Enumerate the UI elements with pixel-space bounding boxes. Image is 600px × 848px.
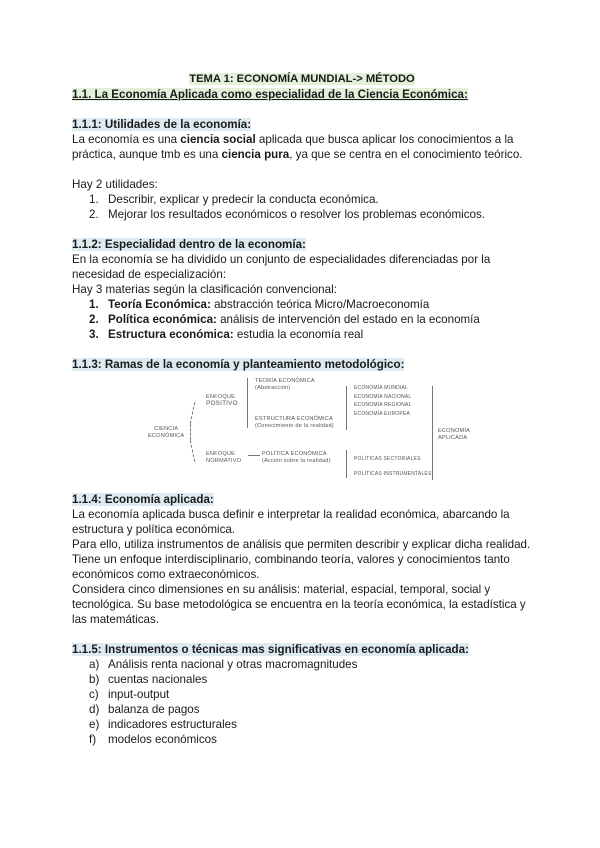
positivo-bracket-line [247,378,248,428]
section-heading-1-1-5: 1.1.5: Instrumentos o técnicas mas significativas en economía aplicada: [72,643,469,656]
section-heading-1-1-4: 1.1.4: Economía aplicada: [72,493,214,506]
diagram-politica-economica: POLÍTICA ECONÓMICA (Acción sobre la realidad) [262,451,331,464]
list-item: 1. Describir, explicar y predecir la conducta económica. [89,193,379,206]
section-heading-1-1-1: 1.1.1: Utilidades de la economía: [72,118,252,131]
spacer [72,627,532,642]
section-heading-1-1-3: 1.1.3: Ramas de la economía y planteamiento metodológico: [72,358,405,371]
ramas-economia-diagram [72,372,532,492]
section-heading-1-1-2: 1.1.2: Especialidad dentro de la economía: [72,238,306,251]
diagram-politica-items: POLÍTICAS SECTORIALES POLÍTICAS INSTRUMENTALES [354,456,432,477]
diagram-enfoque-normativo: ENFOQUE NORMATIVO [206,451,242,464]
list-item: f) modelos económicos [89,733,217,746]
materias-list [72,297,532,342]
spacer [72,342,532,357]
list-item: b) cuentas nacionales [89,673,208,686]
list-item: d) balanza de pagos [89,703,200,716]
estructura-items-bracket-line [346,386,347,430]
materias-intro: Hay 3 materias según la clasificación convencional: [72,283,337,296]
diagram-estructura-items: ECONOMÍA MUNDIAL ECONOMÍA NACIONAL ECONOMÍA REGIONAL ECONOMÍA EUROPEA [354,385,412,417]
diagram-teoria-economica: TEORÍA ECONÓMICA (Abstracción) [255,378,315,391]
aplicada-paragraph-2: Para ello, utiliza instrumentos de análisis que permiten describir y explicar dicha realidad. [72,538,531,551]
list-item: 1. Teoría Económica: abstracción teórica Micro/Macroeconomía [89,298,430,311]
aplicada-bracket-line [432,386,433,480]
list-item: c) input-output [89,688,170,701]
document-title: TEMA 1: ECONOMÍA MUNDIAL-> MÉTODO [189,73,415,85]
instrumentos-list [72,657,532,747]
list-item: a) Análisis renta nacional y otras macromagnitudes [89,658,358,671]
diagram-estructura-economica: ESTRUCTURA ECONÓMICA (Conocimiento de la realidad) [255,416,334,429]
spacer [72,222,532,237]
aplicada-paragraph-1: La economía aplicada busca definir e interpretar la realidad económica, abarcando la estructura y política económica. [72,508,510,536]
spacer [72,162,532,177]
utilidades-intro: Hay 2 utilidades: [72,178,158,191]
aplicada-paragraph-4: Considera cinco dimensiones en su análisis: material, espacial, temporal, social y tecnológica. Su base metodológica se encuentra en la teoría económica, la estadística y las matemáticas. [72,583,526,626]
document-page [72,72,532,747]
brace-lower [190,440,196,462]
utilidades-list [72,192,532,222]
list-item: e) indicadores estructurales [89,718,237,731]
spacer [72,102,532,117]
brace-upper [190,402,196,424]
aplicada-paragraph-3: Tiene un enfoque interdisciplinario, combinando teoría, valores y conocimientos tanto económicos como extraeconómicos. [72,553,510,581]
utilidades-paragraph: La economía es una ciencia social aplicada que busca aplicar los conocimientos a la práctica, aunque tmb es una ciencia pura, ya que se centra en el conocimiento teórico. [72,133,523,161]
section-heading-1-1: 1.1. La Economía Aplicada como especialidad de la Ciencia Económica: [72,88,468,101]
brace-middle [190,424,191,440]
politica-items-bracket-line [346,450,347,478]
especialidad-paragraph: En la economía se ha dividido un conjunto de especialidades diferenciadas por la necesidad de especialización: [72,253,491,281]
diagram-root-label: CIENCIA ECONÓMICA [148,426,185,439]
list-item: 2. Mejorar los resultados económicos o resolver los problemas económicos. [89,208,485,221]
diagram-economia-aplicada: ECONOMÍA APLICADA [438,428,471,441]
diagram-enfoque-positivo: ENFOQUE POSITIVO [206,394,238,407]
normativo-connector-line [248,455,260,456]
list-item: 2. Política económica: análisis de intervención del estado en la economía [89,313,480,326]
list-item: 3. Estructura económica: estudia la economía real [89,328,364,341]
